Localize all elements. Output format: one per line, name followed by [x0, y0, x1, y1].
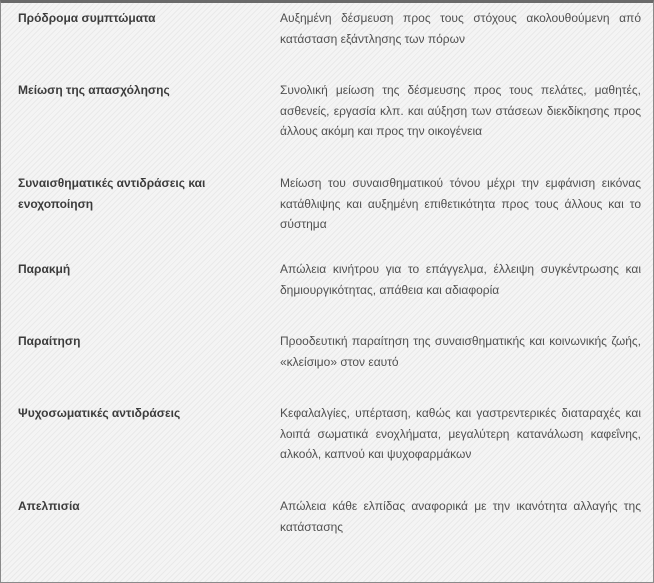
stage-description: Μείωση του συναισθηματικού τόνου μέχρι την εμφάνιση εικόνας κατάθλιψης και αυξημένη επιθετικότητα προς τους άλλους και το σύστημα — [280, 176, 641, 231]
stage-term: Πρόδρομα συμπτώματα — [18, 11, 156, 25]
table-row — [11, 8, 641, 80]
stage-term: Παρακμή — [18, 262, 71, 276]
stage-term: Συναισθηματικές αντιδράσεις και ενοχοποίηση — [18, 176, 206, 211]
table-row — [11, 331, 641, 403]
table-row — [11, 80, 641, 173]
table-row — [11, 259, 641, 331]
stage-description: Κεφαλαλγίες, υπέρταση, καθώς και γαστρεντερικές διαταραχές και λοιπά σωματικά ενοχλήματα, μεγαλύτερη κατανάλωση καφεΐνης, αλκοόλ, καπνού και ψυχοφαρμάκων — [280, 406, 641, 461]
stage-description: Αυξημένη δέσμευση προς τους στόχους ακολουθούμενη από κατάσταση εξάντλησης των πόρων — [280, 11, 641, 46]
stage-description: Απώλεια κινήτρου για το επάγγελμα, έλλειψη συγκέντρωσης και δημιουργικότητας, απάθεια και αδιαφορία — [280, 262, 641, 297]
burnout-stages-table — [11, 8, 641, 556]
table-row — [11, 403, 641, 496]
stage-description: Απώλεια κάθε ελπίδας αναφορικά με την ικανότητα αλλαγής της κατάστασης — [280, 499, 641, 534]
stage-term: Μείωση της απασχόλησης — [18, 83, 170, 97]
stage-term: Απελπισία — [18, 499, 80, 513]
stage-term: Παραίτηση — [18, 334, 81, 348]
table-row — [11, 173, 641, 259]
stage-description: Συνολική μείωση της δέσμευσης προς τους πελάτες, μαθητές, ασθενείς, εργασία κλπ. και αύξηση των στάσεων διεκδίκησης προς άλλους ακόμη και προς την οικογένεια — [280, 83, 641, 138]
stage-term: Ψυχοσωματικές αντιδράσεις — [18, 406, 181, 420]
table-row — [11, 496, 641, 556]
stage-description: Προοδευτική παραίτηση της συναισθηματικής και κοινωνικής ζωής, «κλείσιμο» στον εαυτό — [280, 334, 641, 369]
